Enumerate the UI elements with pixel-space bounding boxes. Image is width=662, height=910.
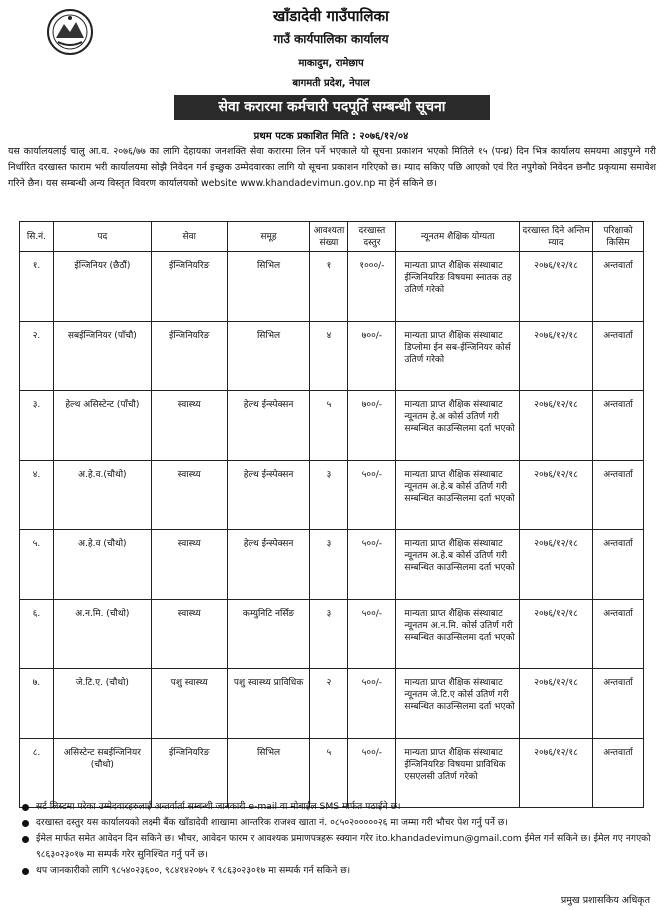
cell-qualification: मान्यता प्राप्त शैक्षिक संस्थाबाट डिप्लोमा ईन सब-ईन्जिनियर कोर्स उतिर्ण गरेको [396, 321, 520, 391]
cell-qualification: मान्यता प्राप्त शैक्षिक संस्थाबाट न्यूनतम अ.न.मि. कोर्स उतिर्ण गरी सम्बन्धित काउन्सिलमा दर्ता भएको [396, 599, 520, 669]
cell-service: पशु स्वास्थ्य [151, 669, 227, 739]
note-text: दरखास्त दस्तुर यस कार्यालयको लक्ष्मी बैंक खाँडादेवी शाखामा आन्तरिक राजश्व खाता नं. ०८५०२०००००२६ मा जम्मा गरी भौचर पेश गर्नु पर्ने छ। [36, 817, 508, 828]
cell-qualification: मान्यता प्राप्त शैक्षिक संस्थाबाट न्यूनतम अ.हे.ब कोर्स उतिर्ण गरी सम्बन्धित काउन्सिलमा दर्ता भएको [396, 460, 520, 530]
cell-fee: ५००/- [348, 599, 396, 669]
col-header-deadline: दरखास्त दिने अन्तिम म्याद [520, 222, 593, 252]
col-header-exam-type: परिक्षाको किसिम [593, 222, 644, 252]
col-header-post: पद [53, 222, 151, 252]
cell-group: हेल्थ ईन्स्पेक्सन [227, 530, 310, 600]
col-header-group: समूह [227, 222, 310, 252]
col-header-fee: दरखास्त दस्तुर [348, 222, 396, 252]
table-row [20, 321, 644, 391]
cell-group: सिभिल [227, 252, 310, 322]
vacancy-table [19, 221, 644, 808]
cell-service: स्वास्थ्य [151, 391, 227, 461]
col-header-count: आवश्यता संख्या [310, 222, 348, 252]
cell-service: स्वास्थ्य [151, 599, 227, 669]
cell-exam-type: अन्तवार्ता [593, 530, 644, 600]
bullet-icon [22, 836, 29, 843]
cell-group: हेल्थ ईन्स्पेक्सन [227, 460, 310, 530]
cell-group: हेल्थ ईन्स्पेक्सन [227, 391, 310, 461]
intro-paragraph: यस कार्यालयलाई चालु आ.व. २०७६/७७ का लागि देहायका जनशक्ति सेवा करारमा लिन पर्ने भएकाले यो सूचना प्रकाशन भएको मितिले १५ (पन्ध्र) दिन भित्र कार्यालय समयमा आइपुग्ने गरी निर्धारित दरखास्त फाराम भरी कार्यालयमा सोझै निवेदन गर्न इच्छुक उम्मेदवारका लागि यो सूचना प्रकाशन गरिएको छ। म्याद सकिए पछि आएको एवं रित नपुगेको निवेदन छनौट प्रकृयामा समावेश गरिने छैन। यस सम्बन्धी अन्य विस्तृत विवरण कार्यालयको website www.khandadevimun.gov.np मा हेर्न सकिने छ। [8, 146, 656, 189]
cell-fee: ५००/- [348, 460, 396, 530]
cell-deadline: २०७६/१२/१८ [520, 530, 593, 600]
cell-count: ३ [310, 599, 348, 669]
cell-deadline: २०७६/१२/१८ [520, 321, 593, 391]
cell-fee: ५००/- [348, 669, 396, 739]
table-row [20, 391, 644, 461]
note-text: थप जानकारीको लागि ९८५४०२३६००, ९८४१४२०७५ र ९८६३०२३०१७ मा सम्पर्क गर्न सकिने छ। [36, 865, 351, 876]
municipality-name: खाँडादेवी गाउँपालिका [273, 7, 389, 25]
cell-post: सबईन्जिनियर (पाँचौ) [53, 321, 151, 391]
note-text: सर्ट लिस्टमा परेका उम्मेदवारहरुलाई अन्तर्वार्ता सम्बन्धी जानकारी e-mail वा मोबाईल SMS मार्फत पठाईने छ। [36, 801, 401, 812]
table-row [20, 530, 644, 600]
note-item [22, 815, 652, 831]
cell-deadline: २०७६/१२/१८ [520, 599, 593, 669]
cell-exam-type: अन्तवार्ता [593, 252, 644, 322]
cell-exam-type: अन्तवार्ता [593, 391, 644, 461]
cell-group: सिभिल [227, 738, 310, 808]
cell-fee: ५००/- [348, 738, 396, 808]
cell-deadline: २०७६/१२/१८ [520, 738, 593, 808]
table-row [20, 669, 644, 739]
cell-qualification: मान्यता प्राप्त शैक्षिक संस्थाबाट ईन्जिनियरिङ विषयमा प्राविधिक एसएलसी उतिर्ण गरेको [396, 738, 520, 808]
cell-count: ४ [310, 321, 348, 391]
office-name: गाउँ कार्यपालिका कार्यालय [273, 32, 389, 46]
cell-deadline: २०७६/१२/१८ [520, 669, 593, 739]
cell-sn: ४. [20, 460, 54, 530]
note-item [22, 831, 652, 863]
cell-exam-type: अन्तवार्ता [593, 599, 644, 669]
cell-sn: २. [20, 321, 54, 391]
table-row [20, 252, 644, 322]
cell-sn: ३. [20, 391, 54, 461]
cell-count: १ [310, 252, 348, 322]
cell-count: ३ [310, 460, 348, 530]
cell-post: जे.टि.ए. (चौथो) [53, 669, 151, 739]
cell-post: अ.न.मि. (चौथो) [53, 599, 151, 669]
bullet-icon [22, 804, 29, 811]
note-item [22, 863, 652, 879]
note-item [22, 799, 652, 815]
cell-deadline: २०७६/१२/१८ [520, 391, 593, 461]
col-header-qualification: न्यूनतम शैक्षिक योग्यता [396, 222, 520, 252]
office-address: माकादुम, रामेछाप [298, 58, 364, 69]
cell-group: कम्युनिटि नर्सिङ [227, 599, 310, 669]
cell-exam-type: अन्तवार्ता [593, 321, 644, 391]
table-row [20, 460, 644, 530]
cell-deadline: २०७६/१२/१८ [520, 460, 593, 530]
col-header-service: सेवा [151, 222, 227, 252]
province-name: बागमती प्रदेश, नेपाल [292, 78, 370, 89]
cell-exam-type: अन्तवार्ता [593, 669, 644, 739]
cell-service: ईन्जिनियरिङ [151, 738, 227, 808]
table-row [20, 738, 644, 808]
bullet-icon [22, 868, 29, 875]
cell-fee: ७००/- [348, 391, 396, 461]
cell-count: ३ [310, 530, 348, 600]
cell-count: ५ [310, 391, 348, 461]
cell-post: हेल्थ असिस्टेन्ट (पाँचौ) [53, 391, 151, 461]
note-text: ईमेल मार्फत समेत आवेदन दिन सकिने छ। भौचर, आवेदन फारम र आवश्यक प्रमाणपत्रहरू स्क्यान गरेर ito.khandadevimun@gmail.com ईमेल गर्न सकिने छ। ईमेल गए नगएको ९८६३०२३०१७ मा सम्पर्क गरेर सुनिश्चित गर्नु पर्ने छ। [36, 833, 651, 860]
cell-exam-type: अन्तवार्ता [593, 460, 644, 530]
cell-count: २ [310, 669, 348, 739]
cell-post: अ.हे.व.(चौथो) [53, 460, 151, 530]
cell-sn: ७. [20, 669, 54, 739]
cell-post: असिस्टेन्ट सबईन्जिनियर (चौथो) [53, 738, 151, 808]
cell-group: पशु स्वास्थ्य प्राविधिक [227, 669, 310, 739]
letterhead [0, 0, 662, 100]
signature-title: प्रमुख प्रशासकिय अधिकृत [560, 895, 650, 906]
cell-fee: १०००/- [348, 252, 396, 322]
cell-exam-type: अन्तवार्ता [593, 738, 644, 808]
table-header-row [20, 222, 644, 252]
cell-fee: ७००/- [348, 321, 396, 391]
cell-count: ५ [310, 738, 348, 808]
cell-qualification: मान्यता प्राप्त शैक्षिक संस्थाबाट ईन्जिनियरिङ विषयमा स्नातक तह उतिर्ण गरेको [396, 252, 520, 322]
cell-post: अ.हे.व (चौथो) [53, 530, 151, 600]
cell-group: सिभिल [227, 321, 310, 391]
cell-deadline: २०७६/१२/१८ [520, 252, 593, 322]
notice-title-banner: सेवा करारमा कर्मचारी पदपूर्ति सम्बन्धी सूचना [174, 95, 490, 120]
cell-service: ईन्जिनियरिङ [151, 252, 227, 322]
cell-qualification: मान्यता प्राप्त शैक्षिक संस्थाबाट न्यूनतम अ.हे.ब कोर्स उतिर्ण गरी सम्बन्धित काउन्सिलमा दर्ता भएको [396, 530, 520, 600]
cell-service: ईन्जिनियरिङ [151, 321, 227, 391]
cell-service: स्वास्थ्य [151, 530, 227, 600]
cell-qualification: मान्यता प्राप्त शैक्षिक संस्थाबाट न्यूनतम जे.टि.ए कोर्स उतिर्ण गरी सम्बन्धित काउन्सिलमा दर्ता भएको [396, 669, 520, 739]
table-row [20, 599, 644, 669]
cell-service: स्वास्थ्य [151, 460, 227, 530]
cell-sn: ८. [20, 738, 54, 808]
cell-qualification: मान्यता प्राप्त शैक्षिक संस्थाबाट न्यूनतम हे.अ कोर्स उतिर्ण गरी सम्बन्धित काउन्सिलमा दर्ता भएको [396, 391, 520, 461]
col-header-sn: सि.नं. [20, 222, 54, 252]
cell-sn: ५. [20, 530, 54, 600]
cell-fee: ५००/- [348, 530, 396, 600]
cell-sn: १. [20, 252, 54, 322]
publication-date: प्रथम पटक प्रकाशित मिति : २०७६/१२/०४ [253, 131, 409, 142]
bullet-icon [22, 820, 29, 827]
cell-post: ईन्जिनियर (छैठौं) [53, 252, 151, 322]
cell-sn: ६. [20, 599, 54, 669]
notes-list [22, 799, 652, 879]
